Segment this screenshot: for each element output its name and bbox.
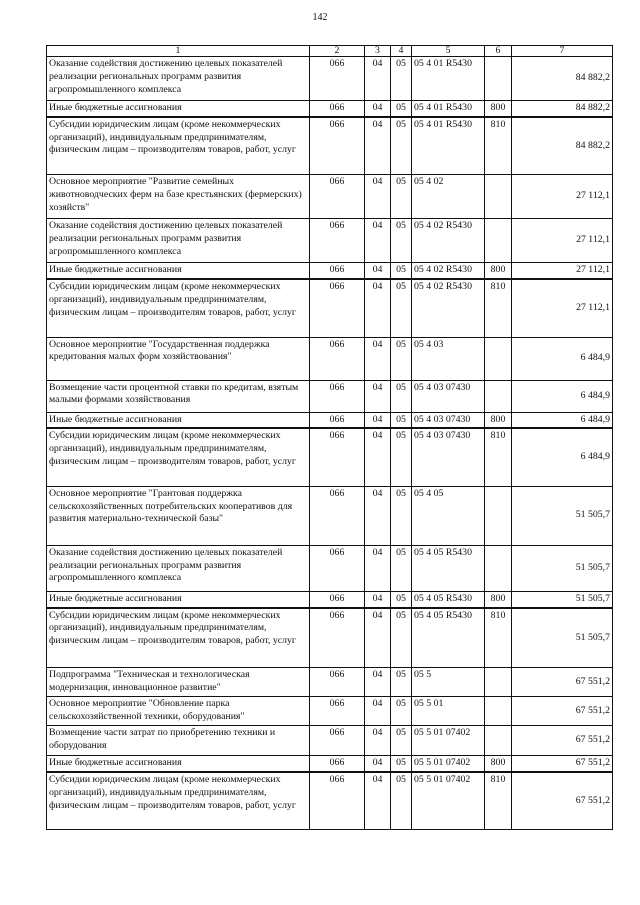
expense-type-cell: [485, 726, 512, 756]
grbs-code-cell: 066: [310, 101, 365, 117]
section-code-cell: 04: [365, 337, 391, 380]
target-article-cell: 05 4 02 R5430: [412, 263, 485, 279]
target-article-cell: 05 5 01 07402: [412, 726, 485, 756]
amount-cell: 67 551,2: [512, 668, 613, 697]
expense-type-cell: 810: [485, 772, 512, 830]
grbs-code-cell: 066: [310, 380, 365, 412]
grbs-code-cell: 066: [310, 608, 365, 668]
item-name-cell: Иные бюджетные ассигнования: [47, 756, 310, 772]
item-name-cell: Подпрограмма "Техническая и технологическая модернизация, инновационное развитие": [47, 668, 310, 697]
target-article-cell: 05 5 01 07402: [412, 756, 485, 772]
expense-type-cell: 810: [485, 608, 512, 668]
subsection-code-cell: 05: [391, 117, 412, 175]
subsection-code-cell: 05: [391, 668, 412, 697]
section-code-cell: 04: [365, 428, 391, 486]
item-name-cell: Возмещение части процентной ставки по кредитам, взятым малыми формами хозяйствования: [47, 380, 310, 412]
expense-type-cell: 810: [485, 428, 512, 486]
section-code-cell: 04: [365, 726, 391, 756]
expense-type-cell: 800: [485, 412, 512, 428]
target-article-cell: 05 5 01: [412, 697, 485, 726]
grbs-code-cell: 066: [310, 697, 365, 726]
table-row: [47, 219, 613, 263]
table-row: [47, 545, 613, 591]
grbs-code-cell: 066: [310, 279, 365, 337]
amount-cell: 27 112,1: [512, 263, 613, 279]
table-row: [47, 412, 613, 428]
amount-cell: 27 112,1: [512, 279, 613, 337]
subsection-code-cell: 05: [391, 545, 412, 591]
amount-cell: 67 551,2: [512, 726, 613, 756]
grbs-code-cell: 066: [310, 263, 365, 279]
section-code-cell: 04: [365, 772, 391, 830]
item-name-cell: Субсидии юридическим лицам (кроме некоммерческих организаций), индивидуальным предпринимателям, физическим лицам – производителям товаров, работ, услуг: [47, 772, 310, 830]
amount-cell: 84 882,2: [512, 117, 613, 175]
expense-type-cell: [485, 668, 512, 697]
table-row: [47, 57, 613, 101]
expense-type-cell: [485, 486, 512, 545]
target-article-cell: 05 5 01 07402: [412, 772, 485, 830]
section-code-cell: 04: [365, 486, 391, 545]
item-name-cell: Субсидии юридическим лицам (кроме некоммерческих организаций), индивидуальным предпринимателям, физическим лицам – производителям товаров, работ, услуг: [47, 608, 310, 668]
target-article-cell: 05 4 03 07430: [412, 428, 485, 486]
section-code-cell: 04: [365, 668, 391, 697]
header-cell: 4: [391, 46, 412, 57]
subsection-code-cell: 05: [391, 412, 412, 428]
table-row: [47, 428, 613, 486]
section-code-cell: 04: [365, 117, 391, 175]
section-code-cell: 04: [365, 175, 391, 219]
grbs-code-cell: 066: [310, 591, 365, 607]
table-row: [47, 756, 613, 772]
amount-cell: 67 551,2: [512, 697, 613, 726]
expense-type-cell: [485, 380, 512, 412]
section-code-cell: 04: [365, 591, 391, 607]
grbs-code-cell: 066: [310, 668, 365, 697]
expense-type-cell: 800: [485, 591, 512, 607]
budget-table: [46, 45, 613, 830]
grbs-code-cell: 066: [310, 545, 365, 591]
amount-cell: 67 551,2: [512, 772, 613, 830]
item-name-cell: Основное мероприятие "Грантовая поддержка сельскохозяйственных потребительских кооперативов для развития материально-технической базы": [47, 486, 310, 545]
subsection-code-cell: 05: [391, 219, 412, 263]
amount-cell: 27 112,1: [512, 219, 613, 263]
grbs-code-cell: 066: [310, 486, 365, 545]
target-article-cell: 05 4 01 R5430: [412, 117, 485, 175]
table-row: [47, 263, 613, 279]
item-name-cell: Основное мероприятие "Государственная поддержка кредитования малых форм хозяйствования": [47, 337, 310, 380]
expense-type-cell: [485, 57, 512, 101]
table-row: [47, 697, 613, 726]
item-name-cell: Иные бюджетные ассигнования: [47, 412, 310, 428]
amount-cell: 51 505,7: [512, 608, 613, 668]
amount-cell: 6 484,9: [512, 412, 613, 428]
subsection-code-cell: 05: [391, 175, 412, 219]
subsection-code-cell: 05: [391, 591, 412, 607]
header-cell: 1: [47, 46, 310, 57]
item-name-cell: Иные бюджетные ассигнования: [47, 591, 310, 607]
grbs-code-cell: 066: [310, 772, 365, 830]
subsection-code-cell: 05: [391, 726, 412, 756]
subsection-code-cell: 05: [391, 697, 412, 726]
table-row: [47, 591, 613, 607]
section-code-cell: 04: [365, 756, 391, 772]
header-cell: 5: [412, 46, 485, 57]
target-article-cell: 05 4 02 R5430: [412, 219, 485, 263]
grbs-code-cell: 066: [310, 428, 365, 486]
section-code-cell: 04: [365, 412, 391, 428]
amount-cell: 6 484,9: [512, 337, 613, 380]
subsection-code-cell: 05: [391, 486, 412, 545]
expense-type-cell: 800: [485, 756, 512, 772]
target-article-cell: 05 4 01 R5430: [412, 57, 485, 101]
section-code-cell: 04: [365, 608, 391, 668]
item-name-cell: Основное мероприятие "Развитие семейных животноводческих ферм на базе крестьянских (фермерских) хозяйств": [47, 175, 310, 219]
item-name-cell: Оказание содействия достижению целевых показателей реализации региональных программ развития агропромышленного комплекса: [47, 219, 310, 263]
expense-type-cell: [485, 219, 512, 263]
grbs-code-cell: 066: [310, 412, 365, 428]
table-row: [47, 337, 613, 380]
target-article-cell: 05 4 02 R5430: [412, 279, 485, 337]
target-article-cell: 05 4 03: [412, 337, 485, 380]
table-row: [47, 668, 613, 697]
section-code-cell: 04: [365, 380, 391, 412]
table-row: [47, 772, 613, 830]
header-cell: 7: [512, 46, 613, 57]
grbs-code-cell: 066: [310, 175, 365, 219]
item-name-cell: Иные бюджетные ассигнования: [47, 263, 310, 279]
subsection-code-cell: 05: [391, 756, 412, 772]
grbs-code-cell: 066: [310, 726, 365, 756]
item-name-cell: Субсидии юридическим лицам (кроме некоммерческих организаций), индивидуальным предпринимателям, физическим лицам – производителям товаров, работ, услуг: [47, 428, 310, 486]
target-article-cell: 05 4 03 07430: [412, 380, 485, 412]
expense-type-cell: 800: [485, 101, 512, 117]
header-cell: 3: [365, 46, 391, 57]
expense-type-cell: 800: [485, 263, 512, 279]
target-article-cell: 05 4 05 R5430: [412, 608, 485, 668]
header-cell: 2: [310, 46, 365, 57]
item-name-cell: Субсидии юридическим лицам (кроме некоммерческих организаций), индивидуальным предпринимателям, физическим лицам – производителям товаров, работ, услуг: [47, 117, 310, 175]
section-code-cell: 04: [365, 263, 391, 279]
grbs-code-cell: 066: [310, 57, 365, 101]
target-article-cell: 05 4 02: [412, 175, 485, 219]
subsection-code-cell: 05: [391, 263, 412, 279]
target-article-cell: 05 5: [412, 668, 485, 697]
section-code-cell: 04: [365, 219, 391, 263]
section-code-cell: 04: [365, 101, 391, 117]
amount-cell: 27 112,1: [512, 175, 613, 219]
target-article-cell: 05 4 01 R5430: [412, 101, 485, 117]
section-code-cell: 04: [365, 279, 391, 337]
target-article-cell: 05 4 05 R5430: [412, 591, 485, 607]
amount-cell: 6 484,9: [512, 428, 613, 486]
expense-type-cell: [485, 337, 512, 380]
header-cell: 6: [485, 46, 512, 57]
header-row: [47, 46, 613, 57]
amount-cell: 51 505,7: [512, 545, 613, 591]
section-code-cell: 04: [365, 697, 391, 726]
grbs-code-cell: 066: [310, 756, 365, 772]
grbs-code-cell: 066: [310, 117, 365, 175]
section-code-cell: 04: [365, 545, 391, 591]
table-row: [47, 279, 613, 337]
grbs-code-cell: 066: [310, 219, 365, 263]
table-row: [47, 101, 613, 117]
subsection-code-cell: 05: [391, 101, 412, 117]
subsection-code-cell: 05: [391, 608, 412, 668]
subsection-code-cell: 05: [391, 279, 412, 337]
page-number: 142: [312, 12, 328, 23]
amount-cell: 67 551,2: [512, 756, 613, 772]
item-name-cell: Иные бюджетные ассигнования: [47, 101, 310, 117]
grbs-code-cell: 066: [310, 337, 365, 380]
item-name-cell: Субсидии юридическим лицам (кроме некоммерческих организаций), индивидуальным предпринимателям, физическим лицам – производителям товаров, работ, услуг: [47, 279, 310, 337]
amount-cell: 6 484,9: [512, 380, 613, 412]
item-name-cell: Оказание содействия достижению целевых показателей реализации региональных программ развития агропромышленного комплекса: [47, 57, 310, 101]
section-code-cell: 04: [365, 57, 391, 101]
amount-cell: 84 882,2: [512, 101, 613, 117]
amount-cell: 51 505,7: [512, 591, 613, 607]
expense-type-cell: [485, 175, 512, 219]
item-name-cell: Основное мероприятие "Обновление парка сельскохозяйственной техники, оборудования": [47, 697, 310, 726]
item-name-cell: Возмещение части затрат по приобретению техники и оборудования: [47, 726, 310, 756]
target-article-cell: 05 4 05 R5430: [412, 545, 485, 591]
subsection-code-cell: 05: [391, 772, 412, 830]
table-row: [47, 117, 613, 175]
table-row: [47, 380, 613, 412]
table-row: [47, 726, 613, 756]
table-row: [47, 486, 613, 545]
subsection-code-cell: 05: [391, 428, 412, 486]
subsection-code-cell: 05: [391, 337, 412, 380]
subsection-code-cell: 05: [391, 57, 412, 101]
table-row: [47, 175, 613, 219]
item-name-cell: Оказание содействия достижению целевых показателей реализации региональных программ развития агропромышленного комплекса: [47, 545, 310, 591]
amount-cell: 51 505,7: [512, 486, 613, 545]
subsection-code-cell: 05: [391, 380, 412, 412]
table-row: [47, 608, 613, 668]
expense-type-cell: 810: [485, 117, 512, 175]
expense-type-cell: [485, 697, 512, 726]
amount-cell: 84 882,2: [512, 57, 613, 101]
expense-type-cell: [485, 545, 512, 591]
target-article-cell: 05 4 05: [412, 486, 485, 545]
expense-type-cell: 810: [485, 279, 512, 337]
target-article-cell: 05 4 03 07430: [412, 412, 485, 428]
